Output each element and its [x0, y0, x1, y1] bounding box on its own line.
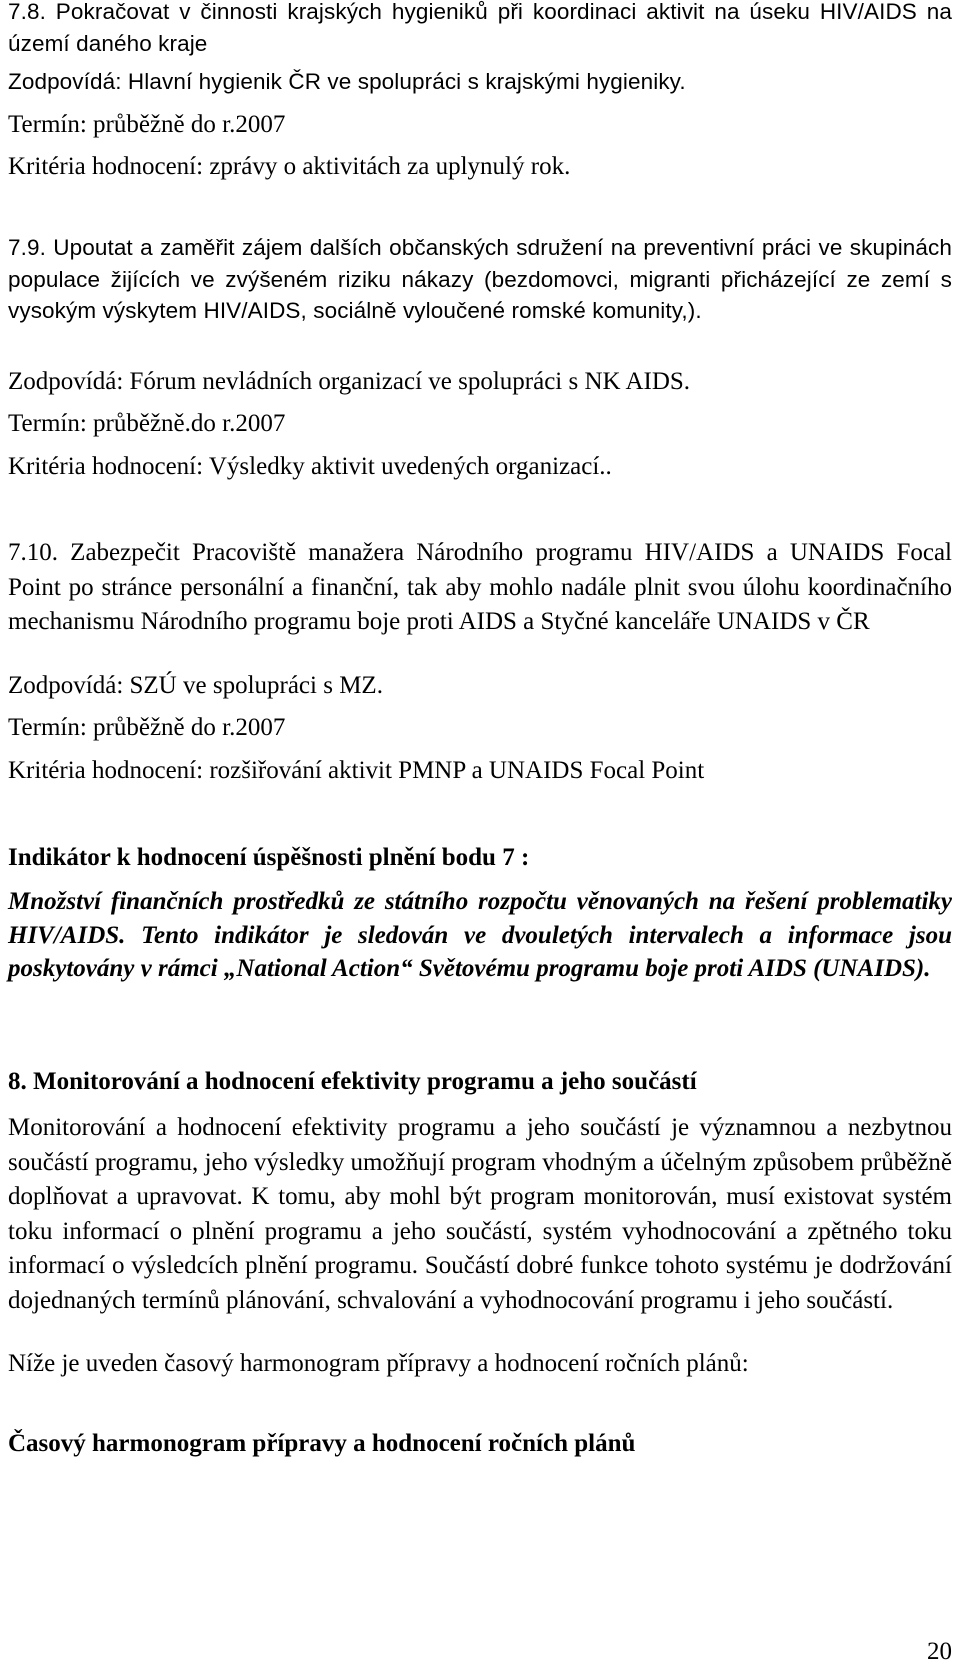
section-7-10-text: 7.10. Zabezpečit Pracoviště manažera Národního programu HIV/AIDS a UNAIDS Focal Point po stránce personální a finanční, tak aby mohlo nadále plnit svou úlohu koordinačního mechanismu Národního programu boje proti AIDS a Styčné kanceláře UNAIDS v ČR — [8, 539, 952, 636]
schedule-heading: Časový harmonogram přípravy a hodnocení ročních plánů — [8, 1430, 636, 1457]
section-8-intro: Níže je uveden časový harmonogram přípravy a hodnocení ročních plánů: — [8, 1350, 749, 1377]
section-8-paragraph: Monitorování a hodnocení efektivity programu a jeho součástí je významnou a nezbytnou součástí programu, jeho výsledky umožňují program vhodným a účelným způsobem průběžně doplňovat a upravovat. K tomu, aby mohl být program monitorován, musí existovat systém toku informací o plnění programu a jeho součástí, systém vyhodnocování a zpětného toku informací o výsledcích plnění programu. Součástí dobré funkce tohoto systému je dodržování dojednaných termínů plánování, schvalování a vyhodnocování programu i jeho součástí. — [8, 1114, 952, 1314]
section-7-8-deadline: Termín: průběžně do r.2007 — [8, 111, 286, 138]
indicator-heading: Indikátor k hodnocení úspěšnosti plnění bodu 7 : — [8, 844, 530, 871]
section-7-10-responsible: Zodpovídá: SZÚ ve spolupráci s MZ. — [8, 672, 383, 699]
section-7-10-deadline: Termín: průběžně do r.2007 — [8, 714, 286, 741]
section-7-10-criteria: Kritéria hodnocení: rozšiřování aktivit PMNP a UNAIDS Focal Point — [8, 757, 705, 784]
section-7-8-responsible: Zodpovídá: Hlavní hygienik ČR ve spolupráci s krajskými hygieniky. — [8, 69, 686, 94]
indicator-text: Množství finančních prostředků ze státního rozpočtu věnovaných na řešení problematiky HIV/AIDS. Tento indikátor je sledován ve dvouletých intervalech a informace jsou poskytovány v rámci „National Action“ Světovému programu boje proti AIDS (UNAIDS). — [8, 888, 952, 982]
document-page — [8, 0, 952, 1678]
section-7-8-text: 7.8. Pokračovat v činnosti krajských hygieniků při koordinaci aktivit na úseku HIV/AIDS na území daného kraje — [8, 0, 952, 56]
section-8-heading: 8. Monitorování a hodnocení efektivity programu a jeho součástí — [8, 1068, 697, 1095]
section-7-9-deadline: Termín: průběžně.do r.2007 — [8, 410, 286, 437]
section-7-8-criteria: Kritéria hodnocení: zprávy o aktivitách za uplynulý rok. — [8, 153, 571, 180]
section-7-9-criteria: Kritéria hodnocení: Výsledky aktivit uvedených organizací.. — [8, 453, 612, 480]
section-7-9-text: 7.9. Upoutat a zaměřit zájem dalších občanských sdružení na preventivní práci ve skupinách populace žijících ve zvýšeném riziku nákazy (bezdomovci, migranti přicházející ze zemí s vysokým výskytem HIV/AIDS, sociálně vyloučené romské komunity,). — [8, 235, 952, 323]
section-7-9-responsible: Zodpovídá: Fórum nevládních organizací ve spolupráci s NK AIDS. — [8, 368, 691, 395]
page-number: 20 — [927, 1638, 952, 1665]
